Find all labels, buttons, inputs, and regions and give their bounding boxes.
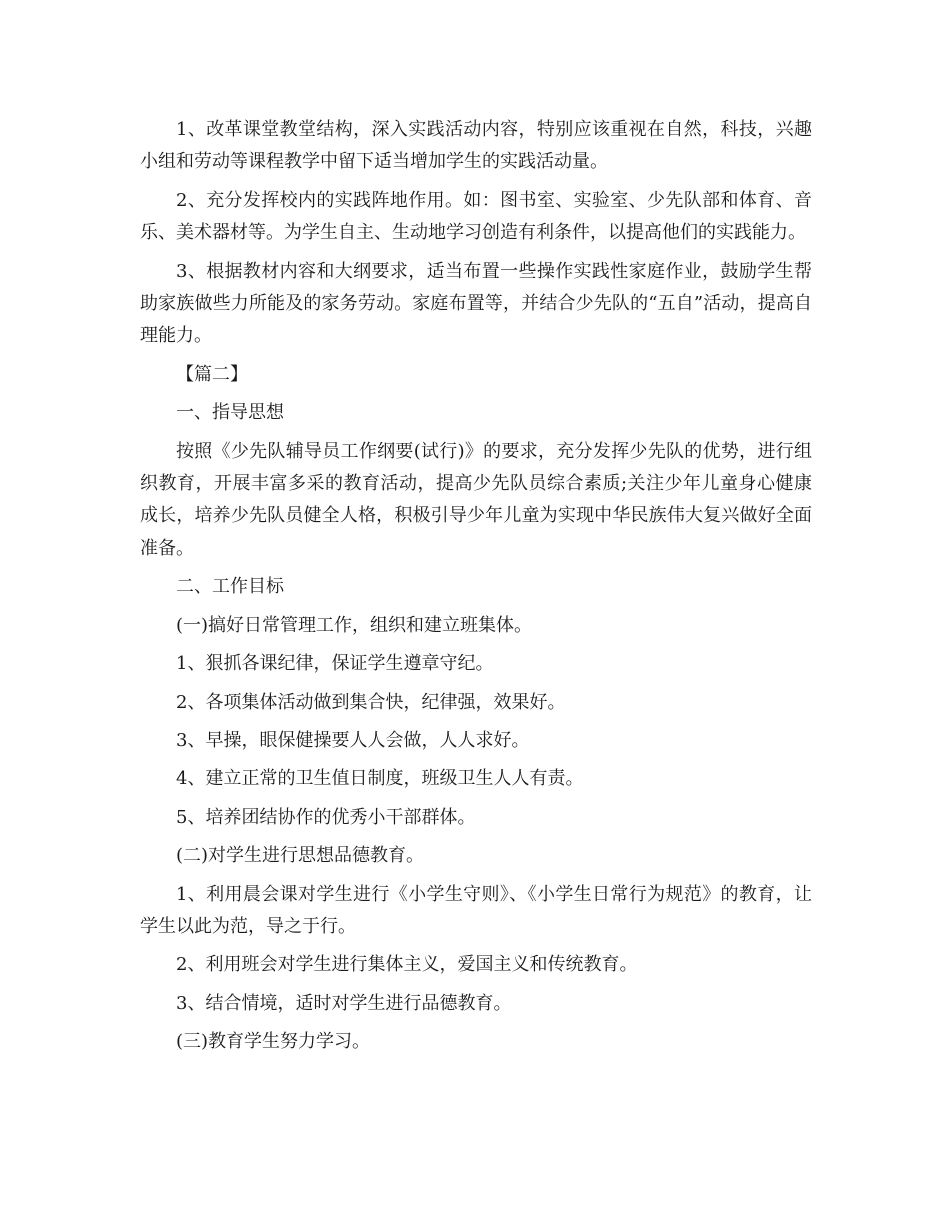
list-item-hygiene: 4、建立正常的卫生值日制度，班级卫生人人有责。	[176, 768, 584, 790]
subheading-moral-education: (二)对学生进行思想品德教育。	[176, 845, 425, 867]
list-item-morning-class: 1、利用晨会课对学生进行《小学生守则》、《小学生日常行为规范》的教育，让学生以此为范，导之于行。	[140, 883, 812, 937]
document-body	[140, 114, 812, 1059]
paragraph-practice-1: 1、改革课堂教堂结构，深入实践活动内容，特别应该重视在自然，科技，兴趣小组和劳动等课程教学中留下适当增加学生的实践活动量。	[140, 119, 812, 173]
section-heading-part-two: 【篇二】	[176, 363, 248, 385]
subheading-study-hard: (三)教育学生努力学习。	[176, 1031, 371, 1053]
heading-guiding-ideology: 一、指导思想	[176, 402, 284, 424]
list-item-exercises: 3、早操，眼保健操要人人会做，人人求好。	[176, 729, 530, 751]
paragraph-practice-2: 2、充分发挥校内的实践阵地作用。如：图书室、实验室、少先队部和体育、音乐、美术器材等。为学生自主、生动地学习创造有利条件，以提高他们的实践能力。	[140, 189, 812, 244]
list-item-class-meeting: 2、利用班会对学生进行集体主义，爱国主义和传统教育。	[176, 954, 638, 976]
paragraph-guiding-ideology: 按照《少先队辅导员工作纲要(试行)》的要求，充分发挥少先队的优势，进行组织教育，开展丰富多采的教育活动，提高少先队员综合素质;关注少年儿童身心健康成长，培养少先队员健全人格，积极引导少年儿童为实现中华民族伟大复兴做好全面准备。	[140, 440, 812, 559]
heading-work-goals: 二、工作目标	[176, 576, 284, 598]
list-item-group-activities: 2、各项集体活动做到集合快，纪律强，效果好。	[176, 691, 566, 713]
list-item-situational: 3、结合情境，适时对学生进行品德教育。	[176, 992, 512, 1014]
list-item-discipline: 1、狠抓各课纪律，保证学生遵章守纪。	[176, 653, 494, 675]
subheading-daily-management: (一)搞好日常管理工作，组织和建立班集体。	[176, 614, 533, 636]
paragraph-practice-3: 3、根据教材内容和大纲要求，适当布置一些操作实践性家庭作业，鼓励学生帮助家族做些力所能及的家务劳动。家庭布置等，并结合少先队的“五自”活动，提高自理能力。	[140, 260, 812, 347]
list-item-cadres: 5、培养团结协作的优秀小干部群体。	[176, 806, 476, 828]
